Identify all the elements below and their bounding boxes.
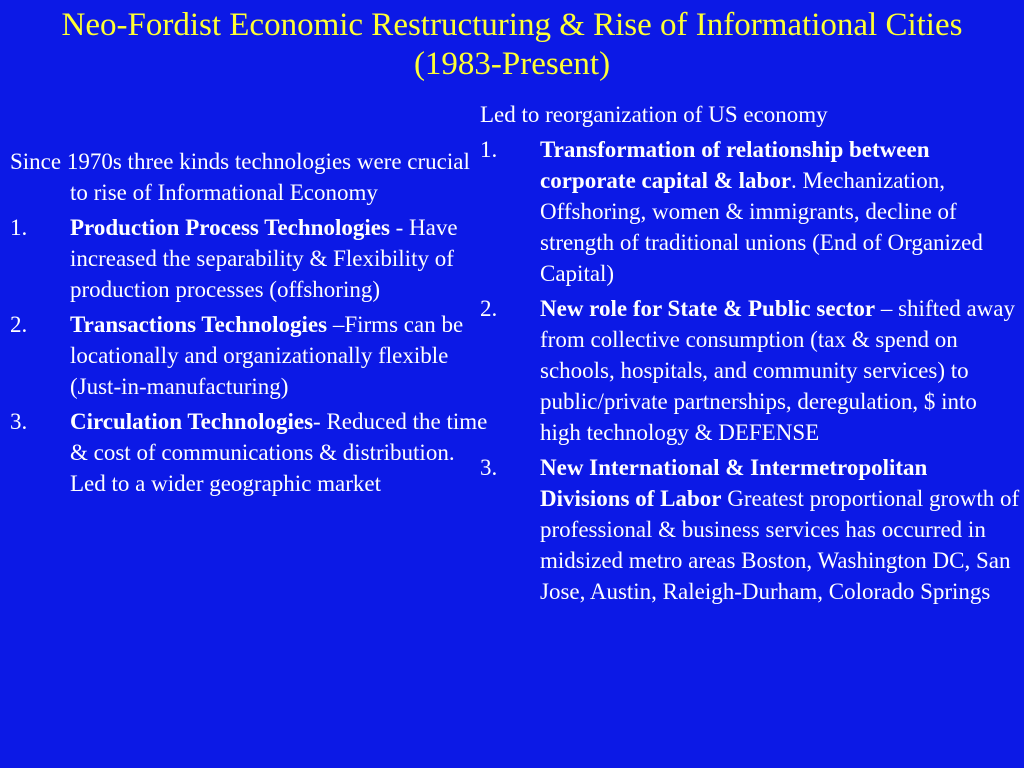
list-item-heading: Circulation Technologies [70, 409, 314, 434]
right-list-item-1 [480, 134, 1020, 289]
left-list-item-2 [10, 309, 490, 402]
list-item-body [70, 212, 490, 305]
list-number: 2. [480, 296, 498, 321]
list-item-text: – shifted away from collective consumption (tax & spend on schools, hospitals, and community services) to public/private partnerships, deregulation, $ into high technology & DEFENSE [540, 296, 1015, 445]
left-column [10, 146, 490, 503]
list-item-body [540, 293, 1020, 448]
list-item-heading: New International & Intermetropolitan Divisions of Labor [540, 455, 928, 511]
right-intro: Led to reorganization of US economy [480, 102, 828, 127]
list-number: 3. [10, 409, 28, 434]
list-item-heading: Transactions Technologies [70, 312, 328, 337]
list-number: 2. [10, 312, 28, 337]
list-number: 3. [480, 455, 498, 480]
right-column [480, 99, 1020, 611]
list-item-body [540, 134, 1020, 289]
list-item-text: - Reduced the time & cost of communications & distribution. Led to a wider geographic market [70, 409, 488, 496]
left-list-item-1 [10, 212, 490, 305]
left-list-item-3 [10, 406, 490, 499]
list-item-text: - Have increased the separability & Flexibility of production processes (offshoring) [70, 215, 458, 302]
list-item-text: Greatest proportional growth of professional & business services has occurred in midsized metro areas Boston, Washington DC, San Jose, Austin, Raleigh-Durham, Colorado Springs [540, 486, 1020, 604]
list-item-text: –Firms can be locationally and organizationally flexible (Just-in-manufacturing) [70, 312, 464, 399]
slide-title: Neo-Fordist Economic Restructuring & Rise of Informational Cities (1983-Present) [61, 7, 963, 82]
list-number: 1. [10, 215, 28, 240]
list-number: 1. [480, 137, 498, 162]
right-list-item-3 [480, 452, 1020, 607]
left-intro: Since 1970s three kinds technologies were crucial to rise of Informational Economy [10, 149, 470, 205]
list-item-body [70, 406, 490, 499]
list-item-text: . Mechanization, Offshoring, women & immigrants, decline of strength of traditional unions (End of Organized Capital) [540, 168, 983, 286]
list-item-heading: New role for State & Public sector [540, 296, 876, 321]
right-list-item-2 [480, 293, 1020, 448]
list-item-body [540, 452, 1020, 607]
list-item-body [70, 309, 490, 402]
list-item-heading: Transformation of relationship between corporate capital & labor [540, 137, 930, 193]
list-item-heading: Production Process Technologies [70, 215, 390, 240]
